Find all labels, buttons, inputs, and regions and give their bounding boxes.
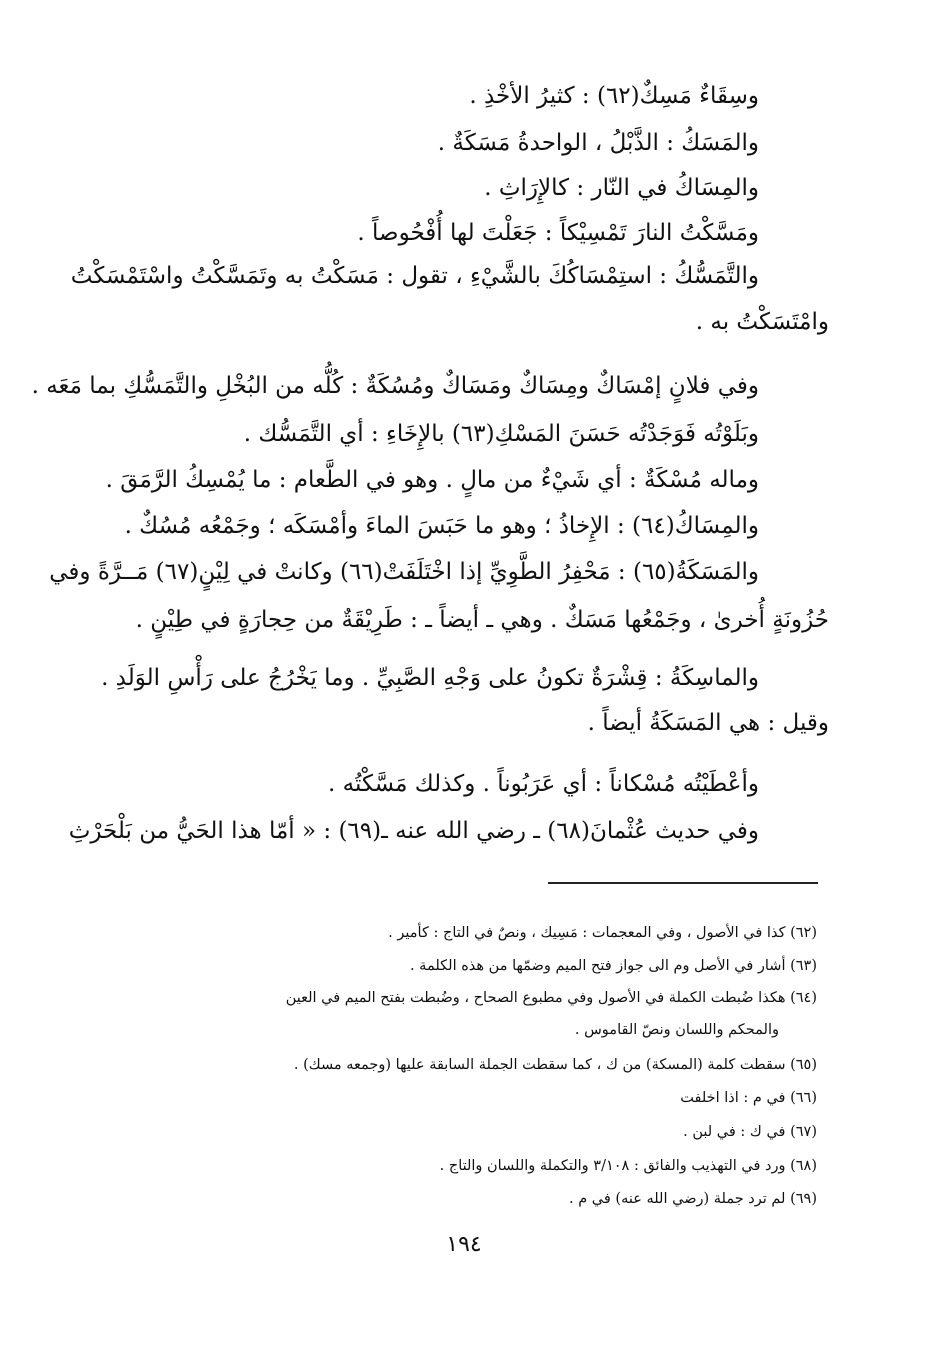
footnote-64-cont: والمحكم واللسان ونصّ القاموس . (574, 1022, 779, 1038)
body-line-4: ومَسَّكْتُ النارَ تَمْسِيْكاً : جَعَلْتَ لها أُفْحُوصاً . (357, 220, 759, 246)
footnote-67: (٦٧) في ك : في لبن . (683, 1124, 817, 1140)
body-line-14: وقيل : هي المَسَكَةُ أيضاً . (587, 710, 829, 736)
body-line-7: وفي فلانٍ إمْسَاكٌ ومِسَاكٌ ومَسَاكٌ ومُسُكَةٌ : كُلُّه من البُخْلِ والتَّمَسُّكِ بما مَعَه . (31, 373, 759, 399)
body-line-16: وفي حديث عُثْمانَ(٦٨) ـ رضي الله عنه ـ(٦٩) : « أمّا هذا الحَيُّ من بَلْحَرْثِ (68, 818, 759, 844)
footnote-68: (٦٨) ورد في التهذيب والفائق : ٣/١٠٨ والتكملة واللسان والتاج . (439, 1158, 817, 1174)
body-line-12: حُزُونَةٍ أُخرىٰ ، وجَمْعُها مَسَكٌ . وهي ـ أيضاً ـ : طَرِيْقَةٌ من حِجارَةٍ في طِيْنٍ . (135, 607, 829, 633)
footnote-64: (٦٤) هكذا ضُبطت الكملة في الأصول وفي مطبوع الصحاح ، وضُبطت بفتح الميم في العين (285, 990, 817, 1006)
footnote-66: (٦٦) في م : اذا اخلفت (680, 1090, 817, 1106)
body-line-11: والمَسَكَةُ(٦٥) : مَحْفِرُ الطَّوِيِّ إذا اخْتَلَفَتْ(٦٦) وكانتْ في لِيْنٍ(٦٧) مَــرَّةً وفي (49, 559, 759, 585)
footnote-63: (٦٣) أشار في الأصل وم الى جواز فتح الميم وضمّها من هذه الكلمة . (409, 958, 817, 974)
body-line-13: والماسِكَةُ : قِشْرَةٌ تكونُ على وَجْهِ الصَّبِيِّ . وما يَخْرُجُ على رَأْسِ الوَلَدِ . (101, 665, 759, 691)
page-number: ١٩٤ (446, 1232, 482, 1257)
body-line-3: والمِسَاكُ في النّار : كالإِرَاثِ . (484, 175, 759, 201)
body-line-2: والمَسَكُ : الذَّبْلُ ، الواحدةُ مَسَكَةٌ . (437, 130, 759, 156)
body-line-8: وبَلَوْتُه فَوَجَدْتُه حَسَنَ المَسْكِ(٦٣) بالإِخَاءِ : أي التَّمَسُّك . (243, 421, 759, 447)
body-line-5: والتَّمَسُّكُ : استِمْسَاكُكَ بالشَّيْءِ ، تقول : مَسَكْتُ به وتَمَسَّكْتُ واسْتَمْسَكْتُ (70, 263, 759, 289)
body-line-9: وماله مُسْكَةٌ : أي شَيْءٌ من مالٍ . وهو في الطَّعام : ما يُمْسِكُ الرَّمَقَ . (105, 467, 759, 493)
footnote-69: (٦٩) لم ترد جملة (رضي الله عنه) في م . (568, 1191, 817, 1207)
body-line-15: وأعْطَيْتُه مُسْكاناً : أي عَرَبُوناً . وكذلك مَسَّكْتُه . (328, 771, 759, 797)
body-line-10: والمِسَاكُ(٦٤) : الإِخاذُ ؛ وهو ما حَبَسَ الماءَ وأمْسَكَه ؛ وجَمْعُه مُسُكٌ . (124, 513, 759, 539)
footnote-divider (548, 882, 818, 884)
body-line-1: وسِقَاءٌ مَسِكٌ(٦٢) : كثيرُ الأخْذِ . (469, 83, 759, 109)
footnote-65: (٦٥) سقطت كلمة (المسكة) من ك ، كما سقطت الجملة السابقة عليها (وجمعه مسك) . (293, 1057, 817, 1073)
footnote-62: (٦٢) كذا في الأصول ، وفي المعجمات : مَسِيك ، ونصٌ في التاج : كأمير . (388, 925, 817, 941)
body-line-6: وامْتَسَكْتُ به . (695, 309, 829, 335)
